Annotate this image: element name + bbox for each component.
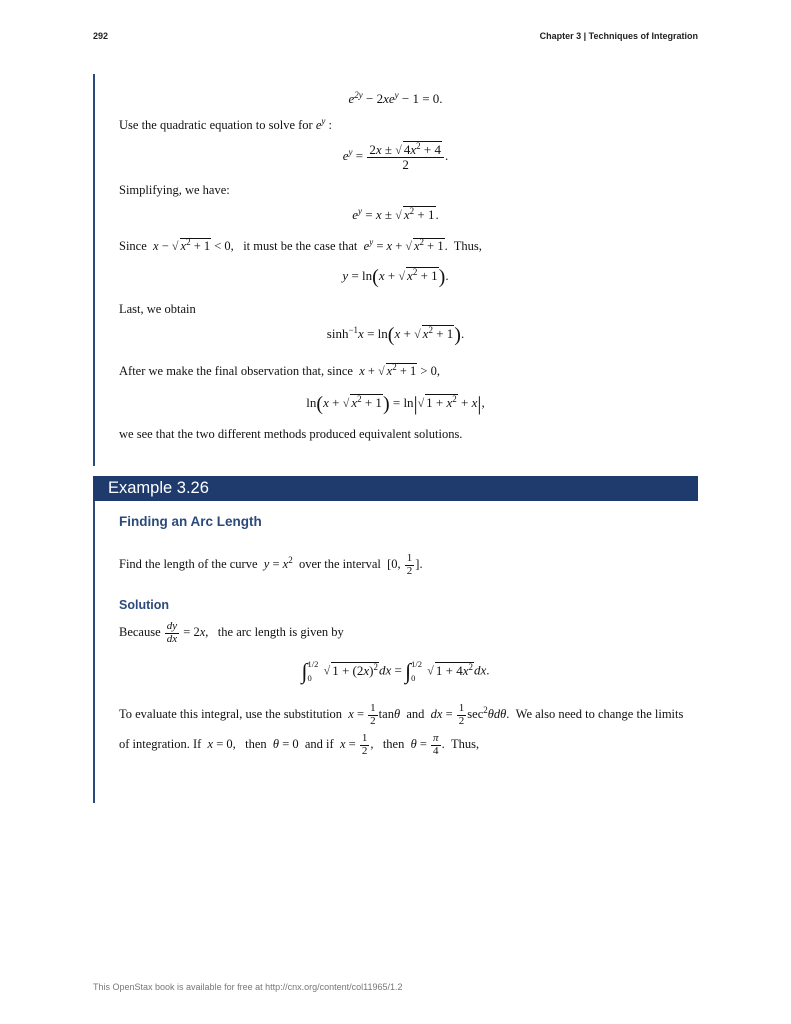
paragraph-since: Since x − √ $x^2 + 1 < 0$, it must be the case that $e^y = x$ + √ $x^2 + 1$. Thus, [119, 237, 482, 253]
page-number: 292 [93, 31, 109, 41]
paragraph-limits: of integration. If x = 0, then θ = 0 and if x = $\frac{1}{2}$ , then θ = $\frac{\pi}{4}$ . Thus, [119, 732, 480, 757]
equation-arcsinh: $\sinh^{-1}x = \ln(x$ + √ $x^2 + 1$). [326, 324, 465, 346]
equation-y-ln: y = ln(x + √ $x^2 + 1$). [342, 266, 449, 288]
paragraph-observation: After we make the final observation that, since x + √ $x^2 + 1 > 0$, [119, 362, 440, 378]
chapter-header: Chapter 3 | Techniques of Integration [539, 31, 698, 41]
equation-ey-simplified: $e^y = x$ ± √ $x^2 + 1$. [352, 206, 439, 222]
equation-arc-length-integral: ∫ 1/2 0 √ $1 + (2x)^2dx$ = ∫ 1/2 0 √ $1 + 4x^2dx$. [301, 658, 490, 684]
paragraph-solve-ey: Use the quadratic equation to solve for $e^y$ : [119, 116, 332, 132]
paragraph-simplifying: Simplifying, we have: [119, 183, 230, 197]
equation-ey-quadratic-solution: $e^y$ = $\frac{2x \pm √ 4x^2 + 4}{2}$ . [342, 141, 449, 172]
example-title: Finding an Arc Length [119, 514, 262, 529]
equation-quadratic-form: $e^{2y} - 2xe^y - 1 = 0$. [348, 90, 443, 106]
footer-attribution: This OpenStax book is available for free at http://cnx.org/content/col11965/1.2 [93, 982, 403, 992]
example-label: Example 3.26 [108, 479, 209, 497]
paragraph-problem: Find the length of the curve $y = x^2$ over the interval [0, $\frac{1}{2}$ ]. [119, 552, 423, 577]
solution-heading: Solution [119, 598, 169, 612]
example-banner [93, 476, 698, 501]
paragraph-substitution: To evaluate this integral, use the substitution x = $\frac{1}{2}$ tanθ and dx = $\frac{1}{2}$ $\sec^2\theta d\theta$. We also need to change the limits [119, 702, 684, 727]
paragraph-conclusion: we see that the two different methods produced equivalent solutions. [119, 427, 463, 441]
paragraph-derivative: Because $\frac{dy}{dx}$ = 2x, the arc length is given by [119, 620, 344, 645]
equation-ln-equivalence: ln(x + √ $x^2 + 1) = \ln|√$ $1 + x^2 + x|$, [306, 393, 485, 415]
content-rule-bottom [93, 501, 95, 803]
paragraph-last: Last, we obtain [119, 302, 196, 316]
